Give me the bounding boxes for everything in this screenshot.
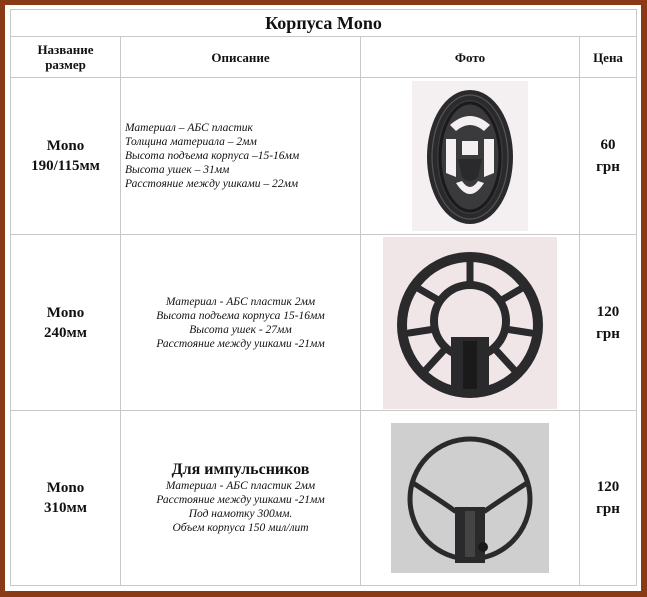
row-price <box>580 411 637 586</box>
row-price <box>580 235 637 411</box>
row-description <box>121 235 361 411</box>
row-description <box>121 78 361 235</box>
row-photo <box>361 78 580 235</box>
description-line: Высота подъема корпуса 15-16мм <box>156 309 325 322</box>
row-name-line: Mono <box>46 480 85 496</box>
table-title: Корпуса Mono <box>11 10 637 37</box>
row-photo <box>361 411 580 586</box>
description-line: Объем корпуса 150 мил/лит <box>172 522 309 534</box>
description-line: Под намотку 300мм. <box>188 508 293 520</box>
row-price <box>580 78 637 235</box>
row-description <box>121 411 361 586</box>
description-line: Высота ушек – 31мм <box>125 164 230 176</box>
description-line: Высота подъема корпуса –15-16мм <box>125 150 300 162</box>
price-value: 60 <box>600 137 616 153</box>
price-value: 120 <box>596 303 620 320</box>
table-row <box>11 78 637 235</box>
description-line: Материал - АБС пластик 2мм <box>165 480 316 492</box>
header-size-line: размер <box>45 57 86 72</box>
row-name <box>11 411 121 586</box>
description-line: Материал - АБС пластик 2мм <box>165 295 316 308</box>
price-value: 120 <box>596 479 620 495</box>
round-spoked-coil-housing-icon <box>383 237 557 409</box>
description-line: Расстояние между ушками -21мм <box>156 337 325 350</box>
content-area <box>5 5 641 591</box>
row-name-line: Mono <box>46 304 85 321</box>
description-line: Расстояние между ушками – 22мм <box>125 178 299 190</box>
header-price: Цена <box>580 37 637 78</box>
row-name <box>11 235 121 411</box>
price-currency: грн <box>596 159 620 175</box>
description-line: Толщина материала – 2мм <box>125 136 257 148</box>
header-photo: Фото <box>361 37 580 78</box>
row-size-line: 190/115мм <box>31 158 100 174</box>
description-line: Расстояние между ушками -21мм <box>156 494 325 506</box>
header-description: Описание <box>121 37 361 78</box>
price-table <box>10 9 637 586</box>
ring-three-spoke-coil-housing-icon <box>391 423 549 573</box>
header-name-line: Название <box>37 42 94 57</box>
price-currency: грн <box>596 501 620 517</box>
row-name-line: Mono <box>46 138 85 154</box>
description-line: Материал – АБС пластик <box>125 122 253 134</box>
table-row <box>11 235 637 411</box>
oval-coil-housing-icon <box>412 81 528 231</box>
row-name <box>11 78 121 235</box>
row-size-line: 310мм <box>44 500 87 516</box>
description-line: Высота ушек - 27мм <box>189 323 292 336</box>
header-name-size <box>11 37 121 78</box>
price-currency: грн <box>596 325 620 342</box>
row-photo <box>361 235 580 411</box>
row-size-line: 240мм <box>44 324 87 341</box>
table-row <box>11 411 637 586</box>
description-heading: Для импульсников <box>171 461 310 478</box>
